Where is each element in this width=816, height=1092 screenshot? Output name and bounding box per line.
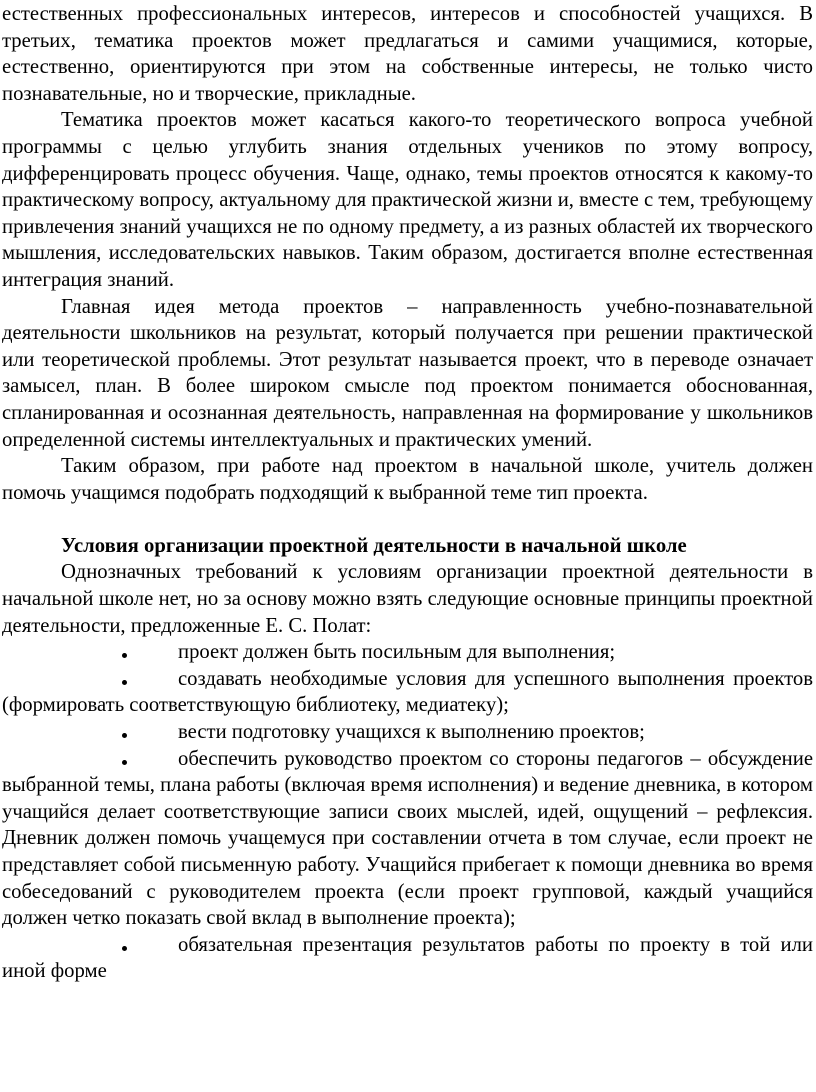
- list-item-text: вести подготовку учащихся к выполнению проектов;: [178, 721, 645, 744]
- paragraph-project-topics: Тематика проектов может касаться какого-то теоретического вопроса учебной программы с целью углубить знания отдельных учеников по этому вопросу, дифференцировать процесс обучения. Чаще, однако, темы проектов относятся к какому-то практическому вопросу, актуальному для практической жизни и, вместе с тем, требующему привлечения знаний учащихся не по одному предмету, а из разных областей их творческого мышления, исследовательских навыков. Таким образом, достигается вполне естественная интеграция знаний.: [2, 109, 813, 291]
- list-item-text: обязательная презентация результатов работы по проекту в той или иной форме: [2, 933, 813, 983]
- paragraph-continuation: естественных профессиональных интересов, интересов и способностей учащихся. В третьих, тематика проектов может предлагаться и самими учащимися, которые, естественно, ориентируются при этом на собственные интересы, не только чисто познавательные, но и творческие, прикладные.: [2, 3, 813, 105]
- list-item-text: создавать необходимые условия для успешного выполнения проектов (формировать соответствующую библиотеку, медиатеку);: [2, 667, 813, 717]
- principles-list: [2, 639, 813, 985]
- list-item: [2, 639, 813, 666]
- list-item: [2, 746, 813, 932]
- paragraph-intro: Однозначных требований к условиям организации проектной деятельности в начальной школе нет, но за основу можно взять следующие основные принципы проектной деятельности, предложенные Е. С. Полат:: [2, 561, 813, 637]
- list-item-text: проект должен быть посильным для выполнения;: [178, 641, 616, 664]
- section-heading: Условия организации проектной деятельности в начальной школе: [61, 534, 687, 557]
- blank-line: [2, 506, 813, 533]
- list-item: [2, 719, 813, 746]
- list-item: [2, 932, 813, 985]
- list-item: [2, 666, 813, 719]
- paragraph-teacher-role: Таким образом, при работе над проектом в начальной школе, учитель должен помочь учащимся подобрать подходящий к выбранной теме тип проекта.: [2, 455, 813, 504]
- list-item-text: обеспечить руководство проектом со стороны педагогов – обсуждение выбранной темы, плана работы (включая время исполнения) и ведение дневника, в котором учащийся делает соответствующие записи своих мыслей, идей, ощущений – рефлексия. Дневник должен помочь учащемуся при составлении отчета в том случае, если проект не представляет собой письменную работу. Учащийся прибегает к помощи дневника во время собеседований с руководителем проекта (если проект групповой, каждый учащийся должен четко показать свой вклад в выполнение проекта);: [2, 747, 813, 930]
- paragraph-main-idea: Главная идея метода проектов – направленность учебно-познавательной деятельности школьников на результат, который получается при решении практической или теоретической проблемы. Этот результат называется проект, что в переводе означает замысел, план. В более широком смысле под проектом понимается обоснованная, спланированная и осознанная деятельность, направленная на формирование у школьников определенной системы интеллектуальных и практических умений.: [2, 295, 813, 451]
